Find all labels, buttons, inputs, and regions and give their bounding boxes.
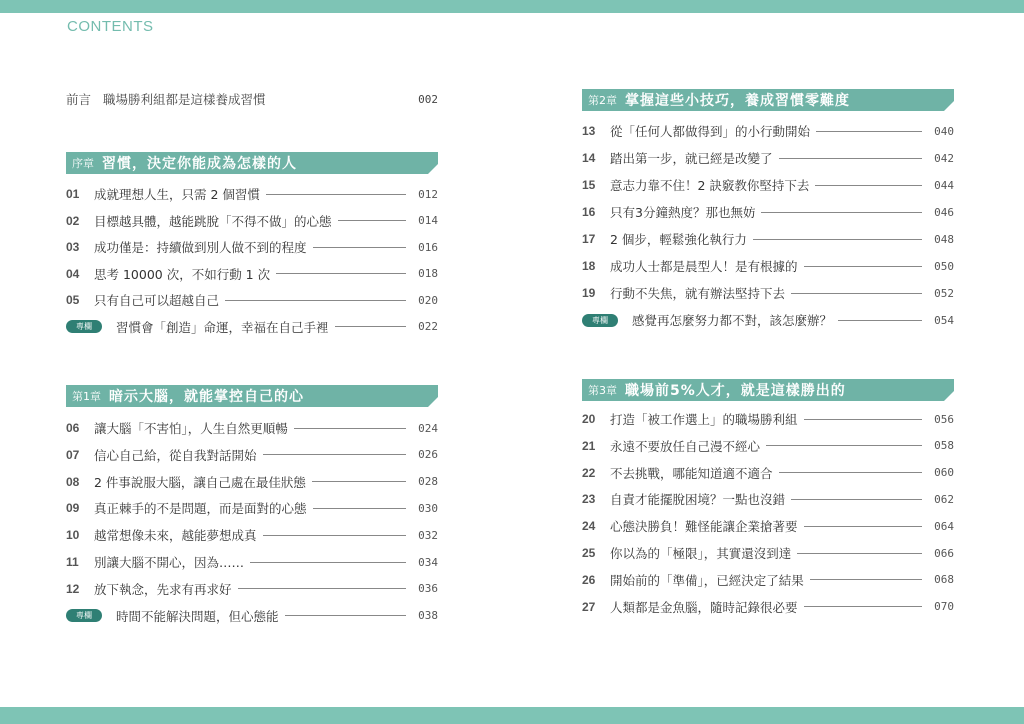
entry-number: 03	[66, 240, 80, 254]
leader-line	[804, 266, 922, 267]
section-header-chapter-1	[66, 385, 438, 407]
toc-entry[interactable]	[582, 464, 954, 482]
toc-entry[interactable]	[66, 446, 438, 464]
leader-line	[816, 131, 922, 132]
entry-title: 只有3分鐘熱度？那也無妨	[610, 205, 756, 220]
entry-page-number: 048	[934, 232, 954, 246]
entry-title: 只有自己可以超越自己	[94, 293, 220, 308]
toc-column-entry[interactable]	[66, 607, 438, 625]
leader-line	[779, 158, 922, 159]
leader-line	[238, 588, 406, 589]
section-header-chapter-2	[582, 89, 954, 111]
entry-number: 04	[66, 266, 80, 281]
entry-page-number: 026	[418, 448, 438, 462]
entry-title: 越常想像未來，越能夢想成真	[94, 528, 257, 544]
toc-entry[interactable]	[66, 185, 438, 203]
entry-number: 22	[582, 465, 596, 480]
section-label: 第3章	[588, 384, 617, 397]
leader-line	[753, 239, 922, 240]
entry-page-number: 066	[934, 546, 954, 560]
leader-line	[761, 212, 922, 213]
entry-page-number: 032	[418, 528, 438, 542]
entry-title: 永遠不要放任自己漫不經心	[610, 438, 761, 454]
entry-number: 25	[582, 546, 596, 560]
entry-page-number: 022	[418, 320, 438, 333]
page-title: CONTENTS	[67, 18, 154, 35]
entry-page-number: 056	[934, 412, 954, 426]
toc-entry[interactable]	[66, 473, 438, 491]
entry-title: 自責才能擺脫困境？一點也沒錯	[610, 492, 786, 508]
toc-entry[interactable]	[66, 238, 438, 256]
leader-line	[791, 499, 922, 500]
leader-line	[838, 320, 922, 321]
entry-page-number: 014	[418, 214, 438, 227]
leader-line	[810, 579, 922, 580]
entry-page-number: 058	[934, 439, 954, 453]
section-title: 習慣，決定你能成為怎樣的人	[102, 156, 297, 172]
entry-title: 心態決勝負！難怪能讓企業搶著要	[610, 519, 798, 535]
toc-entry[interactable]	[582, 544, 954, 562]
entry-title: 成功僅是：持續做到別人做不到的程度	[94, 240, 307, 255]
entry-title: 人類都是金魚腦，隨時記錄很必要	[610, 599, 798, 615]
leader-line	[225, 300, 406, 301]
entry-page-number: 024	[418, 421, 438, 435]
section-label: 第2章	[588, 94, 617, 107]
entry-page-number: 016	[418, 240, 438, 254]
toc-entry[interactable]	[582, 230, 954, 248]
toc-entry[interactable]	[582, 490, 954, 508]
entry-page-number: 042	[934, 151, 954, 165]
entry-number: 14	[582, 151, 596, 165]
preface-entry[interactable]	[66, 90, 438, 108]
entry-number: 02	[66, 213, 80, 228]
entry-page-number: 020	[418, 293, 438, 307]
entry-title: 你以為的「極限」，其實還沒到達	[610, 546, 792, 561]
leader-line	[766, 445, 922, 446]
entry-page-number: 028	[418, 475, 438, 489]
leader-line	[804, 526, 922, 527]
bottom-color-band	[0, 707, 1024, 724]
preface-label: 前言	[66, 92, 92, 107]
section-header-chapter-3	[582, 379, 954, 401]
leader-line	[266, 194, 406, 195]
entry-title: 信心自己給，從自我對話開始	[94, 447, 257, 463]
section-title: 暗示大腦，就能掌控自己的心	[109, 389, 304, 405]
entry-page-number: 050	[934, 259, 954, 273]
toc-entry[interactable]	[582, 571, 954, 589]
toc-column-entry[interactable]	[582, 311, 954, 329]
section-title: 掌握這些小技巧，養成習慣零難度	[625, 93, 850, 109]
leader-line	[815, 185, 922, 186]
preface-title: 職場勝利組都是這樣養成習慣	[103, 92, 266, 107]
entry-page-number: 046	[934, 205, 954, 219]
entry-number: 20	[582, 412, 596, 426]
entry-number: 26	[582, 572, 596, 587]
leader-line	[294, 428, 406, 429]
section-header-prologue	[66, 152, 438, 174]
section-label: 序章	[72, 157, 94, 170]
entry-title: 習慣會「創造」命運，幸福在自己手裡	[116, 319, 329, 335]
entry-title: 從「任何人都做得到」的小行動開始	[610, 124, 811, 139]
toc-entry[interactable]	[66, 499, 438, 517]
entry-page-number: 036	[418, 582, 438, 596]
leader-line	[312, 481, 406, 482]
entry-page-number: 038	[418, 609, 438, 623]
entry-page-number: 064	[934, 519, 954, 533]
entry-number: 07	[66, 447, 80, 462]
entry-title: 不去挑戰，哪能知道適不適合	[610, 465, 773, 481]
toc-entry[interactable]	[66, 526, 438, 544]
entry-page-number: 012	[418, 187, 438, 201]
toc-entry[interactable]	[66, 291, 438, 309]
entry-title: 真正棘手的不是問題，而是面對的心態	[94, 501, 307, 517]
entry-page-number: 070	[934, 600, 954, 614]
entry-number: 08	[66, 474, 80, 489]
entry-title: 別讓大腦不開心，因為……	[94, 555, 245, 570]
entry-number: 06	[66, 421, 80, 435]
entry-title: 感覺再怎麼努力都不對，該怎麼辦？	[632, 313, 833, 328]
entry-number: 16	[582, 205, 596, 219]
entry-number: 15	[582, 178, 596, 192]
toc-entry[interactable]	[582, 598, 954, 616]
toc-entry[interactable]	[582, 410, 954, 428]
entry-page-number: 044	[934, 178, 954, 192]
entry-title: 行動不失焦，就有辦法堅持下去	[610, 286, 786, 301]
entry-number: 21	[582, 438, 596, 453]
entry-page-number: 034	[418, 555, 438, 569]
section-title: 職場前5%人才，就是這樣勝出的	[625, 383, 846, 399]
leader-line	[250, 562, 406, 563]
leader-line	[791, 293, 922, 294]
leader-line	[263, 535, 406, 536]
entry-page-number: 018	[418, 267, 438, 280]
entry-title: 2 件事說服大腦，讓自己處在最佳狀態	[94, 474, 306, 490]
entry-number: 01	[66, 187, 80, 201]
entry-title: 2 個步，輕鬆強化執行力	[610, 232, 747, 247]
leader-line	[804, 606, 922, 607]
entry-page-number: 040	[934, 124, 954, 138]
entry-page-number: 060	[934, 466, 954, 480]
toc-entry[interactable]	[66, 265, 438, 283]
entry-number: 10	[66, 528, 80, 543]
leader-line	[779, 472, 922, 473]
entry-title: 思考 10000 次，不如行動 1 次	[94, 266, 271, 282]
toc-column-entry[interactable]	[66, 318, 438, 336]
toc-entry[interactable]	[66, 419, 438, 437]
entry-number: 12	[66, 581, 80, 596]
entry-number: 18	[582, 259, 596, 273]
toc-entry[interactable]	[66, 580, 438, 598]
leader-line	[285, 615, 406, 616]
entry-page-number: 052	[934, 286, 954, 300]
column-badge: 專欄	[582, 314, 618, 327]
entry-number: 09	[66, 501, 80, 516]
entry-page-number: 030	[418, 501, 438, 515]
entry-number: 13	[582, 124, 596, 138]
entry-title: 放下執念，先求有再求好	[94, 581, 232, 597]
entry-page-number: 054	[934, 313, 954, 327]
entry-page-number: 062	[934, 492, 954, 506]
toc-entry[interactable]	[582, 122, 954, 140]
entry-title: 成就理想人生，只需 2 個習慣	[94, 187, 260, 202]
top-color-band	[0, 0, 1024, 13]
section-label: 第1章	[72, 390, 101, 403]
leader-line	[276, 273, 406, 274]
leader-line	[335, 326, 406, 327]
preface-page: 002	[418, 92, 438, 106]
entry-title: 意志力靠不住！2 訣竅教你堅持下去	[610, 178, 810, 193]
toc-entry[interactable]	[582, 257, 954, 275]
toc-entry[interactable]	[582, 203, 954, 221]
toc-entry[interactable]	[582, 149, 954, 167]
column-badge: 專欄	[66, 609, 102, 622]
toc-entry[interactable]	[66, 553, 438, 571]
entry-number: 24	[582, 519, 596, 534]
leader-line	[263, 454, 406, 455]
entry-number: 17	[582, 232, 596, 246]
leader-line	[338, 220, 406, 221]
toc-entry[interactable]	[66, 212, 438, 230]
entry-number: 11	[66, 555, 79, 569]
entry-number: 27	[582, 599, 596, 614]
column-badge: 專欄	[66, 320, 102, 333]
entry-number: 05	[66, 293, 80, 307]
entry-page-number: 068	[934, 573, 954, 587]
entry-title: 成功人士都是晨型人！是有根據的	[610, 259, 798, 274]
leader-line	[313, 247, 406, 248]
entry-title: 打造「被工作選上」的職場勝利組	[610, 412, 798, 427]
entry-title: 目標越具體，越能跳脫「不得不做」的心態	[94, 213, 332, 229]
toc-entry[interactable]	[582, 517, 954, 535]
leader-line	[313, 508, 406, 509]
entry-number: 23	[582, 492, 596, 507]
entry-title: 踏出第一步，就已經是改變了	[610, 151, 773, 166]
toc-entry[interactable]	[582, 437, 954, 455]
leader-line	[797, 553, 922, 554]
entry-title: 開始前的「準備」，已經決定了結果	[610, 572, 804, 588]
toc-entry[interactable]	[582, 284, 954, 302]
entry-title: 時間不能解決問題，但心態能	[116, 608, 279, 624]
entry-title: 讓大腦「不害怕」，人生自然更順暢	[94, 421, 288, 436]
leader-line	[804, 419, 922, 420]
toc-entry[interactable]	[582, 176, 954, 194]
entry-number: 19	[582, 286, 596, 300]
